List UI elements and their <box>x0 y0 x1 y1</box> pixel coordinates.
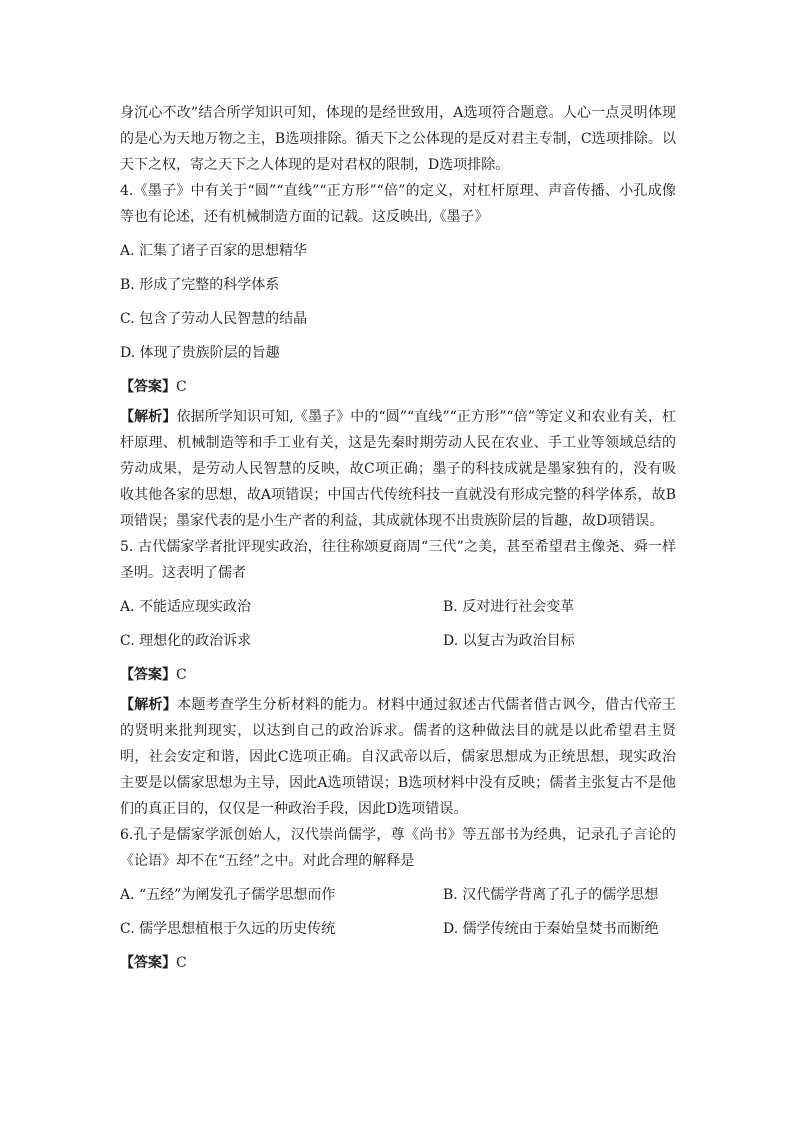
q6-option-c: C. 儒学思想植根于久远的历史传统 <box>120 921 336 937</box>
analysis-tag: 【解析】 <box>120 409 177 425</box>
q5-analysis <box>120 692 676 822</box>
q6-answer <box>120 946 676 980</box>
q4-option-c: C. 包含了劳动人民智慧的结晶 <box>120 311 308 327</box>
answer-tag: 【答案】 <box>120 379 176 395</box>
q4-analysis-text: 依据所学知识可知,《墨子》中的“圆”“直线”“正方形”“倍”等定义和农业有关，杠杆原理、机械制造等和手工业有关，这是先秦时期劳动人民在农业、手工业等领域总结的劳动成果，是劳动人民智慧的反映，故C项正确；墨子的科技成就是墨家独有的，没有吸收其他各家的思想，故A项错误；中国古代传统科技一直就没有形成完整的科学体系，故B项错误；墨家代表的是小生产者的利益，其成就体现不出贵族阶层的旨趣，故D项错误。 <box>120 409 676 529</box>
q3-analysis-tail: 身沉心不改”结合所学知识可知，体现的是经世致用，A选项符合题意。人心一点灵明体现的是心为天地万物之主，B选项排除。循天下之公体现的是反对君主专制，C选项排除。以天下之权，寄之天下之人体现的是对君权的限制，D选项排除。 <box>120 105 676 173</box>
analysis-tag: 【解析】 <box>120 697 178 713</box>
q6-options-row-1 <box>120 878 676 912</box>
q4-answer <box>120 370 676 404</box>
q5-option-b: B. 反对进行社会变革 <box>443 599 575 615</box>
q4-stem: 4.《墨子》中有关于“圆”“直线”“正方形”“倍”的定义，对杠杆原理、声音传播、小孔成像等也有论述，还有机械制造方面的记载。这反映出,《墨子》 <box>120 183 676 225</box>
q5-options-row-2 <box>120 624 676 658</box>
q6-option-a: A. “五经”为阐发孔子儒学思想而作 <box>120 887 336 903</box>
q5-options-row-1 <box>120 590 676 624</box>
q5-answer <box>120 658 676 692</box>
q5-option-d: D. 以复古为政治目标 <box>443 633 575 649</box>
answer-tag: 【答案】 <box>120 667 176 683</box>
q5-option-a: A. 不能适应现实政治 <box>120 599 252 615</box>
q4-analysis <box>120 404 676 534</box>
answer-tag: 【答案】 <box>120 955 176 971</box>
q5-answer-value: C <box>176 667 187 683</box>
q6-stem: 6.孔子是儒家学派创始人，汉代崇尚儒学，尊《尚书》等五部书为经典，记录孔子言论的《论语》却不在“五经”之中。对此合理的解释是 <box>120 827 676 869</box>
q4-option-b: B. 形成了完整的科学体系 <box>120 277 280 293</box>
q4-answer-value: C <box>176 379 187 395</box>
q5-analysis-text: 本题考查学生分析材料的能力。材料中通过叙述古代儒者借古讽今，借古代帝王的贤明来批判现实，以达到自己的政治诉求。儒者的这种做法目的就是以此希望君主贤明，社会安定和谐，因此C选项正确。自汉武帝以后，儒家思想成为正统思想，现实政治主要是以儒家思想为主导，因此A选项错误；B选项材料中没有反映；儒者主张复古不是他们的真正目的，仅仅是一种政治手段，因此D选项错误。 <box>120 697 677 817</box>
q6-option-d: D. 儒学传统由于秦始皇焚书而断绝 <box>443 921 659 937</box>
document-page <box>120 100 676 980</box>
q4-option-d: D. 体现了贵族阶层的旨趣 <box>120 345 280 361</box>
q6-option-b: B. 汉代儒学背离了孔子的儒学思想 <box>443 887 659 903</box>
q4-option-a: A. 汇集了诸子百家的思想精华 <box>120 243 308 259</box>
q5-stem: 5. 古代儒家学者批评现实政治，往往称颂夏商周“三代”之美，甚至希望君主像尧、舜一样圣明。这表明了儒者 <box>120 539 676 581</box>
q5-option-c: C. 理想化的政治诉求 <box>120 633 252 649</box>
q6-answer-value: C <box>176 955 187 971</box>
q6-options-row-2 <box>120 912 676 946</box>
